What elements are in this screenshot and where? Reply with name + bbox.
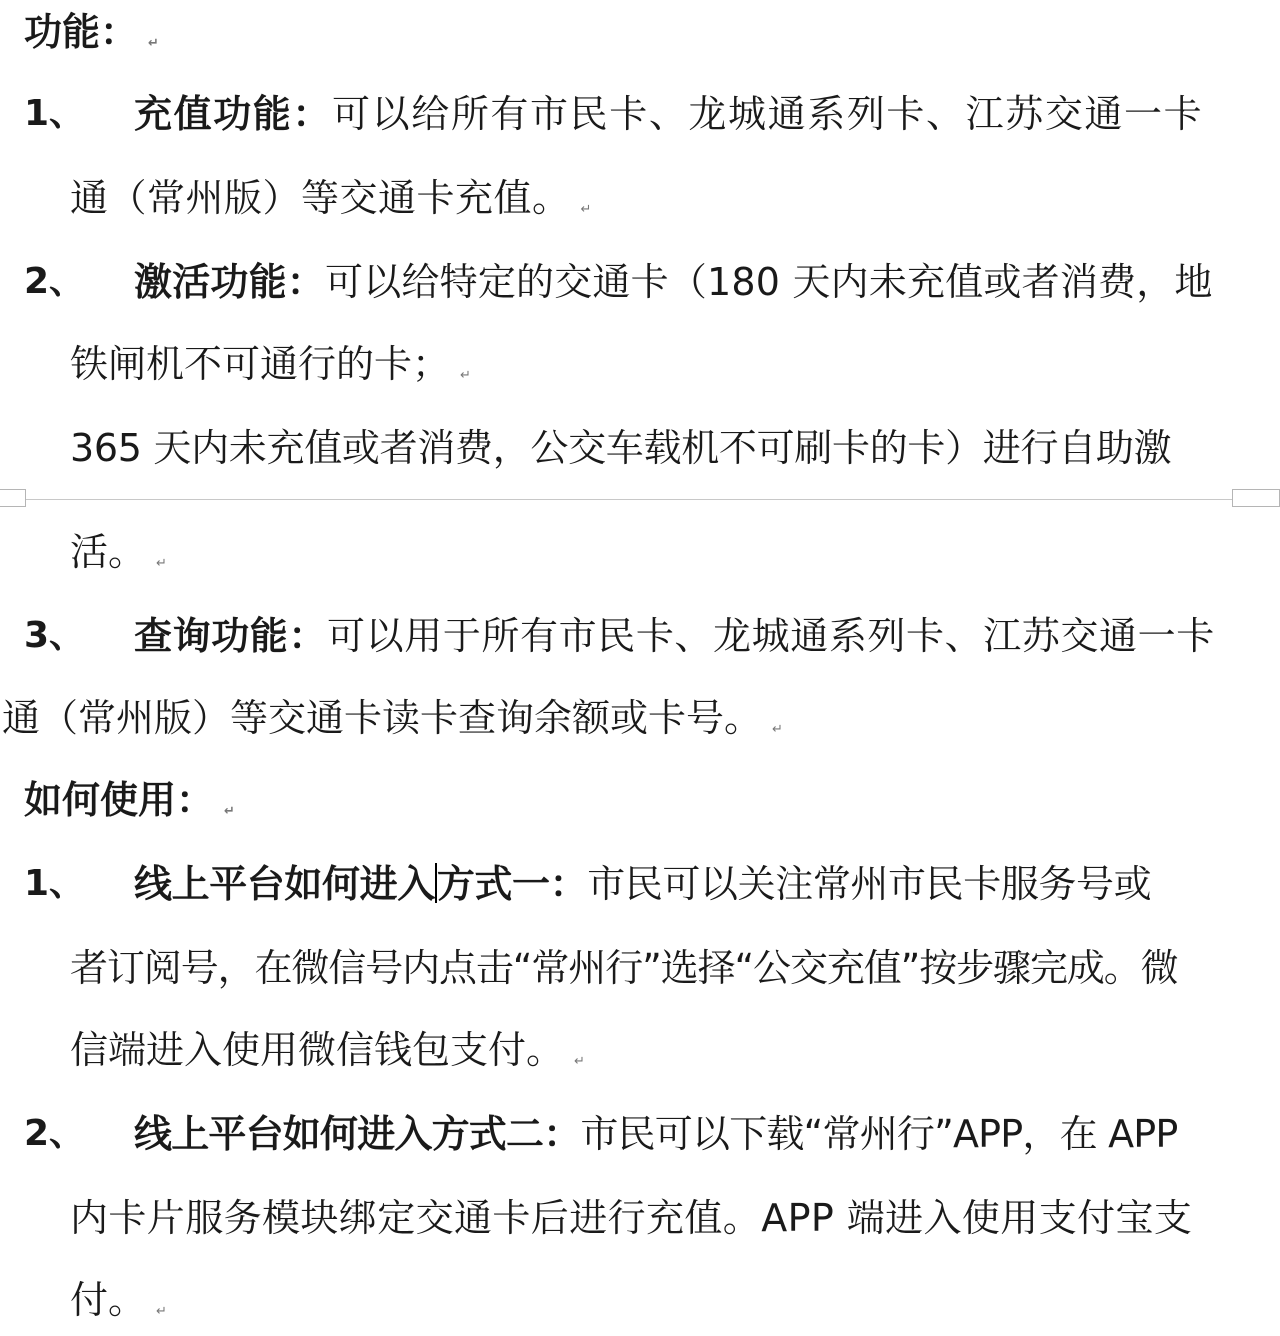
item-label: 充值功能： <box>134 92 333 136</box>
function-item-query-cont <box>2 694 783 742</box>
item-first-line <box>134 90 1203 138</box>
function-item-activate-cont <box>70 528 167 576</box>
paragraph-mark: ↵ <box>156 1304 167 1319</box>
paragraph-mark: ↵ <box>772 722 783 737</box>
item-text: 付。 <box>70 1278 147 1322</box>
function-item-query <box>0 612 1280 660</box>
page-break-line <box>0 499 1280 500</box>
item-label: 激活功能： <box>134 260 326 304</box>
item-text: 可以用于所有市民卡、龙城通系列卡、江苏交通一卡 <box>327 614 1215 658</box>
function-item-recharge <box>0 90 1280 138</box>
page-corner-left <box>0 489 26 507</box>
paragraph-mark: ↵ <box>574 1054 585 1069</box>
function-item-activate-cont <box>70 340 471 388</box>
usage-item-app-cont <box>70 1276 167 1324</box>
item-text: 活。 <box>70 530 147 574</box>
page-corner-right <box>1232 489 1280 507</box>
item-label: 查询功能： <box>134 614 328 658</box>
item-number: 2、 <box>24 1113 86 1154</box>
usage-item-wechat <box>0 860 1280 908</box>
item-text: 市民可以关注常州市民卡服务号或 <box>587 862 1152 906</box>
item-label: 线上平台如何进入 <box>134 862 435 906</box>
item-text: 者订阅号，在微信号内点击“常州行”选择“公交充值”按步骤完成。微 <box>70 946 1178 990</box>
usage-item-wechat-cont <box>70 944 1178 992</box>
item-first-line <box>134 258 1213 306</box>
item-text: 内卡片服务模块绑定交通卡后进行充值。APP 端进入使用支付宝支 <box>70 1196 1193 1240</box>
item-number: 2、 <box>24 261 86 302</box>
paragraph-mark: ↵ <box>460 368 471 383</box>
paragraph-mark: ↵ <box>224 804 235 819</box>
item-number: 3、 <box>24 615 86 656</box>
function-item-recharge-cont <box>70 174 592 222</box>
paragraph-mark: ↵ <box>148 36 159 51</box>
item-text: 市民可以下载“常州行”APP，在 APP <box>580 1112 1178 1156</box>
item-label: 线上平台如何进入方式二： <box>134 1112 581 1156</box>
item-first-line <box>134 612 1215 660</box>
item-text: 365 天内未充值或者消费，公交车载机不可刷卡的卡）进行自助激 <box>70 426 1172 470</box>
paragraph-mark: ↵ <box>156 556 167 571</box>
function-item-activate-cont <box>70 424 1171 472</box>
item-number: 1、 <box>24 93 86 134</box>
item-first-line <box>134 1110 1178 1158</box>
usage-item-app <box>0 1110 1280 1158</box>
heading-text: 如何使用： <box>24 778 215 822</box>
section-heading-usage <box>24 776 235 824</box>
item-text: 铁闸机不可通行的卡； <box>70 342 451 386</box>
paragraph-mark: ↵ <box>580 202 592 217</box>
item-text: 可以给特定的交通卡（180 天内未充值或者消费，地 <box>325 260 1213 304</box>
function-item-activate <box>0 258 1280 306</box>
item-text: 可以给所有市民卡、龙城通系列卡、江苏交通一卡 <box>332 92 1204 136</box>
usage-item-app-cont <box>70 1194 1192 1242</box>
item-text: 信端进入使用微信钱包支付。 <box>70 1028 565 1072</box>
heading-text: 功能： <box>24 10 139 54</box>
item-first-line <box>134 860 1151 908</box>
item-number: 1、 <box>24 863 86 904</box>
item-label: 方式一： <box>436 862 588 906</box>
usage-item-wechat-cont <box>70 1026 585 1074</box>
item-text: 通（常州版）等交通卡充值。 <box>70 176 571 220</box>
item-text: 通（常州版）等交通卡读卡查询余额或卡号。 <box>2 696 763 740</box>
section-heading-functions <box>24 8 159 56</box>
